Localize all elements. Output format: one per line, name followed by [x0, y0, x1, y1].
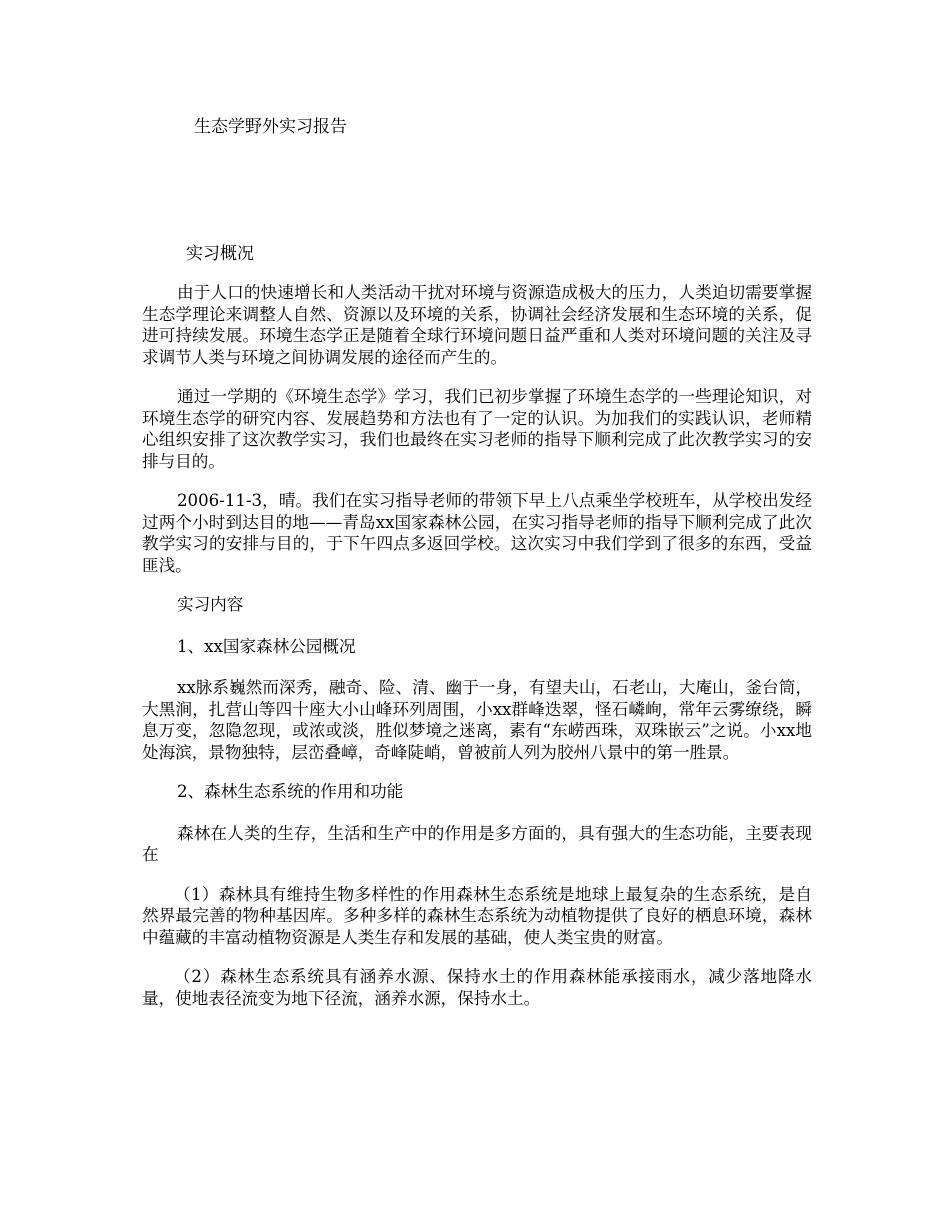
paragraph-trip-date: 2006-11-3，晴。我们在实习指导老师的带领下早上八点乘坐学校班车，从学校出发经过两个小时到达目的地——青岛xx国家森林公园，在实习指导老师的指导下顺利完成了此次教学实习的安排与目的，于下午四点多返回学校。这次实习中我们学到了很多的东西，受益匪浅。	[142, 491, 812, 575]
section-heading-content: 实习内容	[177, 595, 244, 614]
list-item-water-conservation: （2）森林生态系统具有涵养水源、保持水土的作用森林能承接雨水，减少落地降水量，使地表径流变为地下径流，涵养水源，保持水土。	[142, 967, 812, 1008]
subsection-heading-park-overview: 1、xx国家森林公园概况	[177, 636, 356, 656]
document-title: 生态学野外实习报告	[194, 117, 347, 137]
paragraph-course-study: 通过一学期的《环境生态学》学习，我们已初步掌握了环境生态学的一些理论知识，对环境生态学的研究内容、发展趋势和方法也有了一定的认识。为加我们的实践认识，老师精心组织安排了这次教学实习，我们也最终在实习老师的指导下顺利完成了此次教学实习的安排与目的。	[142, 387, 812, 471]
paragraph-park-description: xx脉系巍然而深秀，融奇、险、清、幽于一身，有望夫山，石老山，大庵山，釜台筒，大黑涧，扎营山等四十座大小山峰环列周围，小xx群峰迭翠，怪石嶙峋，常年云雾缭绕，瞬息万变，忽隐忽现，或浓或淡，胜似梦境之迷离，素有“东崂西珠，双珠嵌云”之说。小xx地处海滨，景物独特，层峦叠嶂，奇峰陡峭，曾被前人列为胶州八景中的第一胜景。	[142, 678, 812, 762]
paragraph-forest-intro: 森林在人类的生存，生活和生产中的作用是多方面的，具有强大的生态功能，主要表现在	[142, 823, 812, 864]
document-body	[142, 282, 812, 1027]
list-item-biodiversity: （1）森林具有维持生物多样性的作用森林生态系统是地球上最复杂的生态系统，是自然界最完善的物种基因库。多种多样的森林生态系统为动植物提供了良好的栖息环境，森林中蕴藏的丰富动植物资源是人类生存和发展的基础，使人类宝贵的财富。	[142, 884, 812, 947]
paragraph-background: 由于人口的快速增长和人类活动干扰对环境与资源造成极大的压力，人类迫切需要掌握生态学理论来调整人自然、资源以及环境的关系，协调社会经济发展和生态环境的关系，促进可持续发展。环境生态学正是随着全球行环境问题日益严重和人类对环境问题的关注及寻求调节人类与环境之间协调发展的途径而产生的。	[142, 283, 812, 367]
section-heading-overview: 实习概况	[186, 244, 254, 264]
subsection-heading-forest-functions: 2、森林生态系统的作用和功能	[177, 782, 404, 801]
